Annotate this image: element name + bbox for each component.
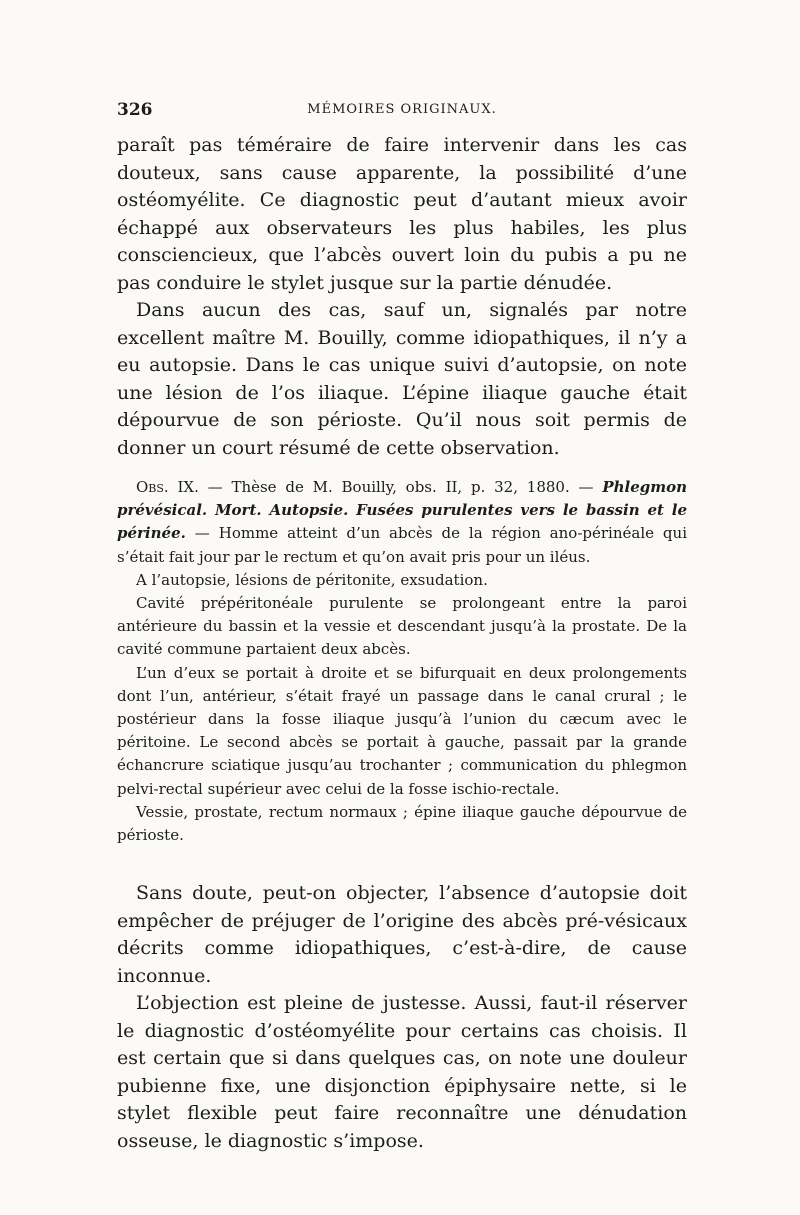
observation-intro: — Homme atteint d’un abcès de la région ano-périnéale qui s’était fait jour par le rectum et qu’on avait pris pour un iléus.: [117, 524, 687, 566]
body-text-block-1: [117, 132, 687, 462]
body-text-block-2: [117, 880, 687, 1155]
page-number: 326: [117, 100, 153, 120]
observation-heading: [117, 476, 687, 569]
observation-paragraph: Cavité prépéritonéale purulente se prolongeant entre la paroi antérieure du bassin et la vessie et descendant jusqu’à la prostate. De la cavité commune partaient deux abcès.: [117, 594, 687, 659]
observation-paragraph: A l’autopsie, lésions de péritonite, exsudation.: [136, 570, 488, 589]
running-title: MÉMOIRES ORIGINAUX.: [307, 102, 497, 117]
observation-block: [117, 476, 687, 847]
observation-paragraph: Vessie, prostate, rectum normaux ; épine iliaque gauche dépourvue de périoste.: [117, 802, 687, 845]
paragraph: L’objection est pleine de justesse. Aussi, faut-il réserver le diagnostic d’ostéomyélite pour certains cas choisis. Il est certain que si dans quelques cas, on note une douleur pubienne fixe, une disjonction épiphysaire nette, si le stylet flexible peut faire reconnaître une dénudation osseuse, le diagnostic s’impose.: [117, 992, 687, 1152]
observation-paragraph: L’un d’eux se portait à droite et se bifurquait en deux prolongements dont l’un, antérieur, s’était frayé un passage dans le canal crural ; le postérieur dans la fosse iliaque jusqu’à l’union du cæcum avec le péritoine. Le second abcès se portait à gauche, passait par la grande échancrure sciatique jusqu’au trochanter ; communication du phlegmon pelvi-rectal supérieur avec celui de la fosse ischio-rectale.: [117, 663, 687, 798]
observation-label: Obs. IX.: [136, 478, 199, 496]
observation-title: Phlegmon prévésical. Mort. Autopsie. Fusées purulentes vers le bassin et le périnée.: [117, 478, 688, 543]
page-header: [117, 100, 687, 124]
paragraph-continuation: paraît pas téméraire de faire intervenir dans les cas douteux, sans cause apparente, la possibilité d’une ostéomyélite. Ce diagnostic peut d’autant mieux avoir échappé aux observateurs les plus habiles, les plus consciencieux, que l’abcès ouvert loin du pubis a pu ne pas conduire le stylet jusque sur la partie dénudée.: [117, 134, 687, 294]
observation-source: — Thèse de M. Bouilly, obs. II, p. 32, 1880. —: [198, 478, 603, 496]
paragraph: Sans doute, peut-on objecter, l’absence d’autopsie doit empêcher de préjuger de l’origine des abcès pré-vésicaux décrits comme idiopathiques, c’est-à-dire, de cause inconnue.: [117, 882, 687, 987]
paragraph: Dans aucun des cas, sauf un, signalés par notre excellent maître M. Bouilly, comme idiopathiques, il n’y a eu autopsie. Dans le cas unique suivi d’autopsie, on note une lésion de l’os iliaque. L’épine iliaque gauche était dépourvue de son périoste. Qu’il nous soit permis de donner un court résumé de cette observation.: [117, 299, 687, 459]
